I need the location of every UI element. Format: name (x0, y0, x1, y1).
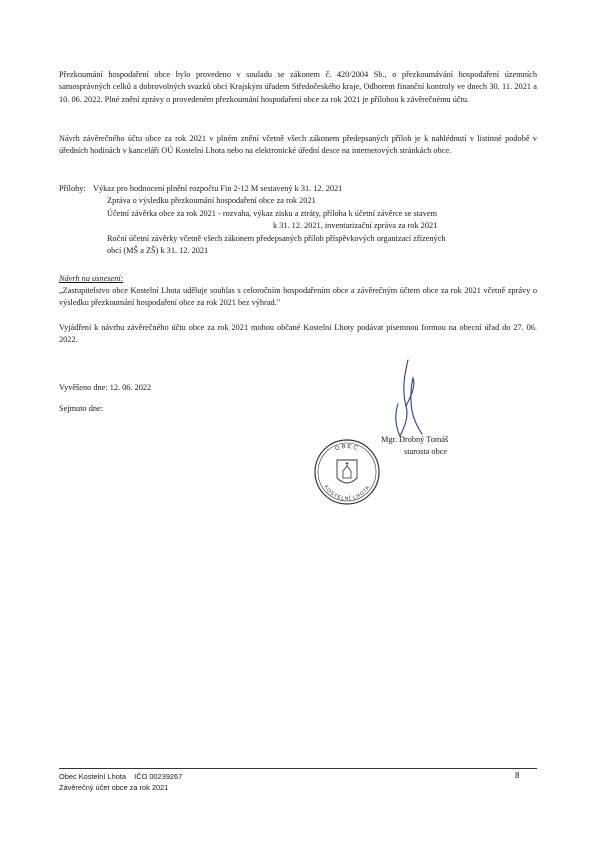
inspection-paragraph: Návrh závěrečného účtu obce za rok 2021 v plném znění včetně všech zákonem předepsaných příloh je k nahlédnutí v listinné podobě v úředních hodinách v kanceláři OÚ Kostelní Lhota nebo na elektronické úřední desce na internetových stránkách obce. (59, 134, 537, 156)
footer-line-1: Obec Kostelní Lhota IČO 00239267 (59, 772, 183, 781)
attachment-item-continued: k 31. 12. 2021, inventarizační zpráva za rok 2021 (273, 221, 438, 231)
attachment-item: Účetní závěrka obce za rok 2021 - rozvaha, výkaz zisku a ztráty, příloha k účetní závěrce se stavem (107, 208, 438, 218)
stamp-bottom-text: KOSTELNÍ LHOTA (322, 484, 372, 503)
attachment-item: Zpráva o výsledku přezkoumání hospodaření obce za rok 2021 (107, 196, 316, 206)
stamp-top-text: OBEC (334, 443, 360, 453)
footer-divider (59, 768, 537, 769)
svg-text:OBEC (334, 444, 359, 453)
attachments-heading: Přílohy: (59, 184, 86, 193)
page-number: 8 (515, 771, 520, 780)
comments-paragraph: Vyjádření k návrhu závěrečného účtu obce za rok 2021 mohou občané Kostelní Lhoty podávat písemnou formou na obecní úřad do 27. 06. 2022. (59, 323, 537, 345)
signatory-role: starosta obce (404, 447, 448, 456)
resolution-text: „Zastupitelstvo obce Kostelní Lhota uděluje souhlas s celoročním hospodařením obce a závěrečným účtem obce za rok 2021 včetně zprávy o výsledku přezkoumání hospodaření obce za rok 2021 bez výhrad." (59, 286, 537, 308)
church-emblem-icon (337, 460, 357, 483)
footer (59, 771, 182, 793)
attachments-list (59, 183, 539, 257)
municipal-stamp (313, 438, 381, 506)
review-paragraph: Přezkoumání hospodaření obce bylo provedeno v souladu se zákonem č. 420/2004 Sb., o přezkoumávání hospodaření územních samosprávných celků a dobrovolných svazků obcí Krajským úřadem Středočeského kraje, Odborem finanční kontroly ve dnech 30. 11. 2021 a 10. 06. 2022. Plné znění zprávy o provedeném přezkoumání hospodaření obce za rok 2021 je přílohou k závěrečnému účtu. (59, 70, 537, 104)
attachment-item-continued: obcí (MŠ a ZŠ) k 31. 12. 2021 (107, 246, 209, 256)
attachment-item: Výkaz pro hodnocení plnění rozpočtu Fin 2-12 M sestavený k 31. 12. 2021 (93, 184, 343, 193)
handwritten-signature (378, 356, 428, 446)
attachment-item: Roční účetní závěrky včetně všech zákonem předepsaných příloh příspěvkových organizací zřízených (107, 233, 446, 243)
posted-date: Vyvěšeno dne: 12. 06. 2022 (59, 383, 152, 392)
resolution-heading: Návrh na usnesení: (59, 274, 124, 283)
footer-line-2: Závěrečný účet obce za rok 2021 (59, 783, 169, 792)
signatory-name: Mgr. Drobný Tomáš (381, 435, 449, 444)
removed-date: Sejmuto dne: (59, 404, 104, 413)
